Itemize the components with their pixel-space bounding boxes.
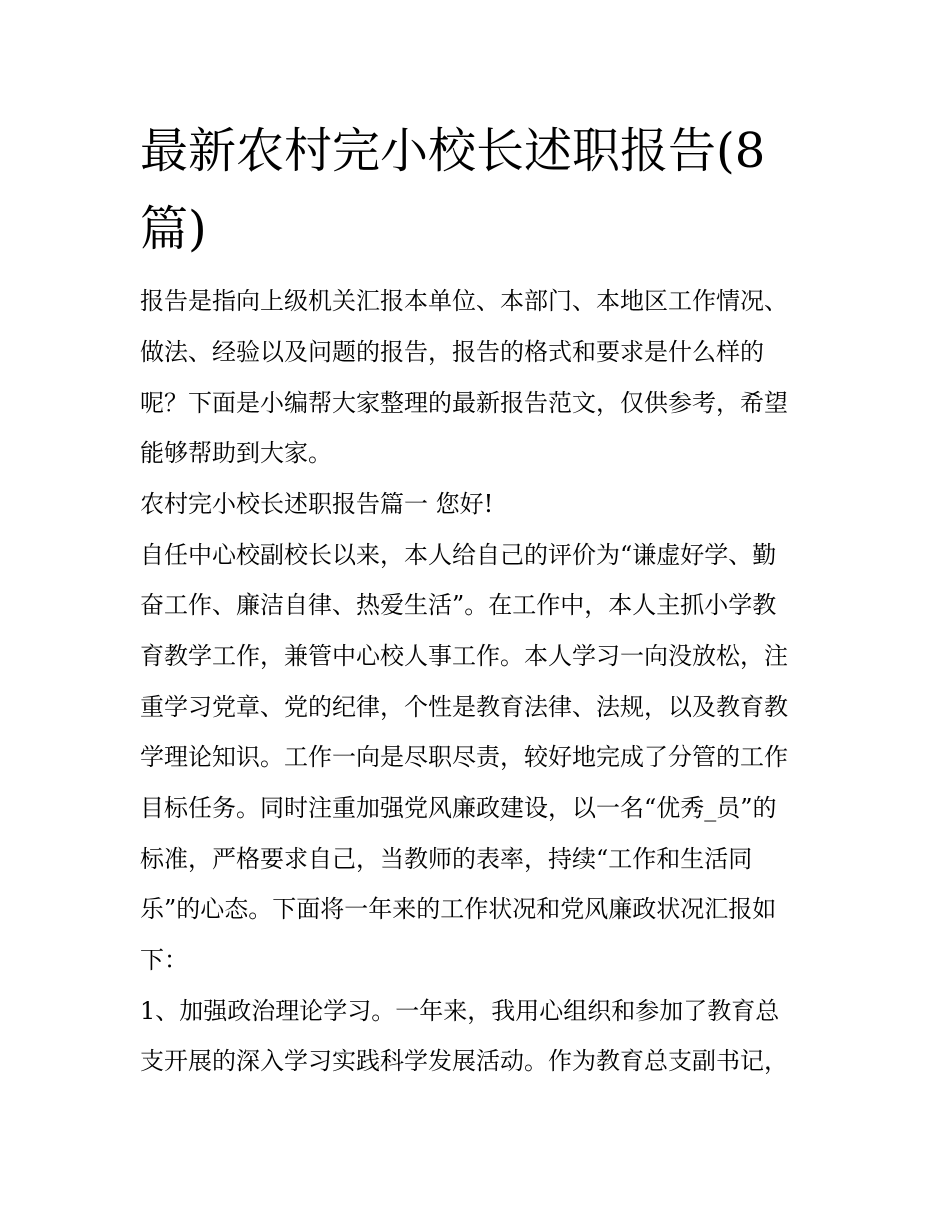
body-line-2: 做法、经验以及问题的报告，报告的格式和要求是什么样的 — [140, 338, 764, 366]
body-line-10: 学理论知识。工作一向是尽职尽责，较好地完成了分管的工作 — [140, 743, 788, 771]
body-line-4: 能够帮助到大家。 — [140, 439, 332, 467]
body-line-3: 呢？下面是小编帮大家整理的最新报告范文，仅供参考，希望 — [140, 389, 788, 417]
body-line-7: 奋工作、廉洁自律、热爱生活”。在工作中，本人主抓小学教 — [140, 591, 777, 619]
body-line-13: 乐”的心态。下面将一年来的工作状况和党风廉政状况汇报如 — [140, 895, 777, 923]
body-line-11: 目标任务。同时注重加强党风廉政建设，以一名“优秀_员”的 — [140, 794, 777, 822]
body-line-14: 下： — [140, 946, 188, 974]
title-line-1: 最新农村完小校长述职报告(8 — [140, 123, 766, 179]
document-title — [140, 112, 830, 268]
section-heading: 农村完小校长述职报告篇一 您好! — [140, 490, 494, 518]
body-line-1: 报告是指向上级机关汇报本单位、本部门、本地区工作情况、 — [140, 287, 788, 315]
body-line-16: 支开展的深入学习实践科学发展活动。作为教育总支副书记， — [140, 1047, 788, 1075]
body-line-15: 1、加强政治理论学习。一年来，我用心组织和参加了教育总 — [140, 997, 780, 1025]
body-line-6: 自任中心校副校长以来，本人给自己的评价为“谦虚好学、勤 — [140, 541, 777, 569]
body-line-9: 重学习党章、党的纪律，个性是教育法律、法规，以及教育教 — [140, 693, 788, 721]
body-line-12: 标准，严格要求自己，当教师的表率，持续“工作和生活同 — [140, 845, 753, 873]
body-line-8: 育教学工作，兼管中心校人事工作。本人学习一向没放松，注 — [140, 642, 788, 670]
title-line-2: 篇) — [140, 201, 207, 257]
